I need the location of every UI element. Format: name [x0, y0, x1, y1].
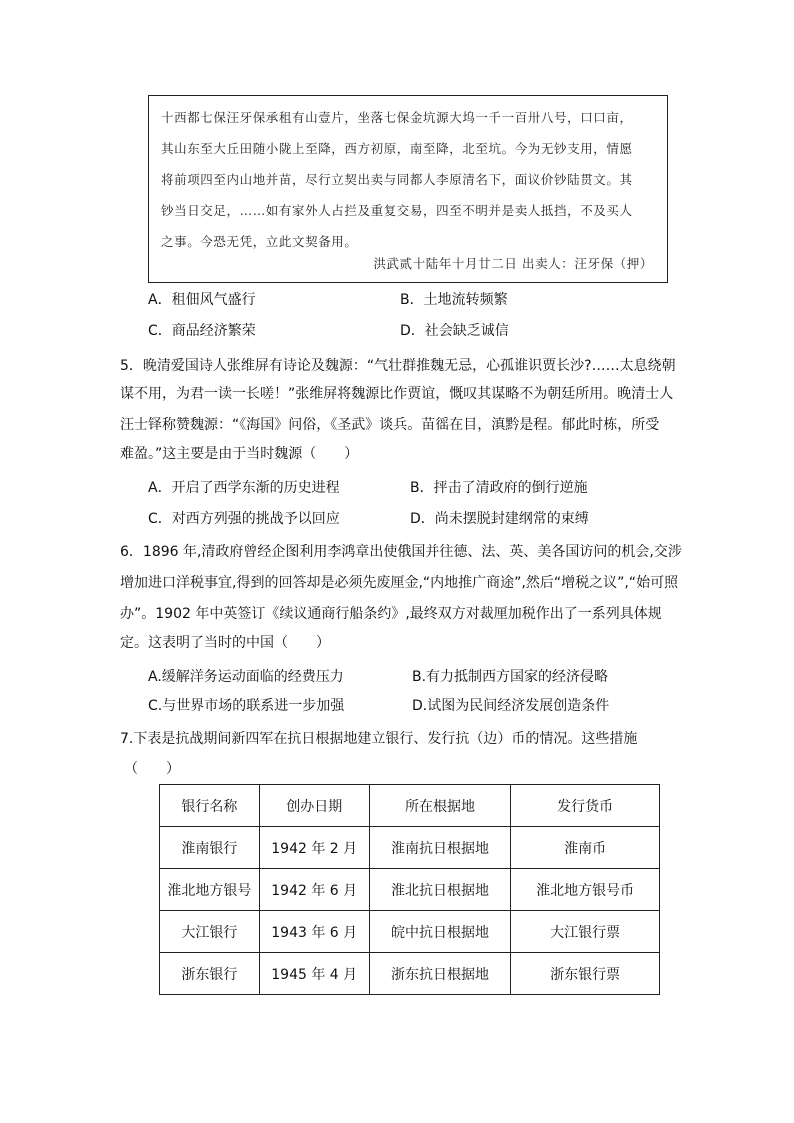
q5-option-b: B．抨击了清政府的倒行逆施: [410, 480, 588, 496]
q7-stem: 7.下表是抗战期间新四军在抗日根据地建立银行、发行抗（边）币的情况。这些措施: [120, 731, 638, 747]
contract-line-4: 钞当日交足，……如有家外人占拦及重复交易，四至不明并是卖人抵挡，不及买人: [161, 203, 633, 218]
table-header-cell: 银行名称: [160, 785, 260, 827]
table-cell: 淮北地方银号币: [511, 869, 660, 911]
table-header-cell: 创办日期: [259, 785, 369, 827]
table-cell: 1942 年 6 月: [259, 869, 369, 911]
q6-option-c: C.与世界市场的联系进一步加强: [148, 698, 345, 714]
q4-option-d: D．社会缺乏诚信: [400, 323, 509, 339]
table-cell: 淮南银行: [160, 827, 260, 869]
table-cell: 1943 年 6 月: [259, 911, 369, 953]
table-cell: 淮北地方银号: [160, 869, 260, 911]
q7-answer-paren: （ ）: [124, 761, 180, 777]
contract-signature: 洪武贰十陆年十月廿二日 出卖人：汪牙保（押）: [373, 256, 653, 271]
table-header-cell: 发行货币: [511, 785, 660, 827]
q6-stem-line-3: 办”。1902 年中英签订《续议通商行船条约》,最终双方对裁厘加税作出了一系列具体规: [120, 606, 662, 622]
table-cell: 淮南币: [511, 827, 660, 869]
contract-line-1: 十西都七保汪牙保承租有山壹片，坐落七保金坑源大坞一千一百卅八号，口口亩，: [161, 110, 633, 125]
source-contract-box: [148, 95, 668, 283]
table-cell: 浙东抗日根据地: [369, 953, 511, 995]
contract-line-2: 其山东至大丘田随小陇上至降，西方初原，南至降，北至坑。今为无钞支用，情愿: [161, 141, 633, 156]
q5-stem-line-3: 汪士铎称赞魏源：“《海国》问俗，《圣武》谈兵。苗徭在目，滇黔是程。郁此时栋，所受: [120, 417, 660, 433]
table-header-row: [160, 785, 660, 827]
q4-option-b: B．土地流转频繁: [400, 292, 508, 308]
contract-line-5: 之事。今恐无凭，立此文契备用。: [161, 234, 358, 249]
q6-stem-line-4: 定。这表明了当时的中国（ ）: [120, 635, 330, 651]
table-cell: 大江银行: [160, 911, 260, 953]
q5-stem-line-4: 难盈。”这主要是由于当时魏源（ ）: [120, 446, 359, 462]
table-row: [160, 953, 660, 995]
q5-stem-line-2: 谋不用，为君一读一长嗟！”张维屏将魏源比作贾谊，慨叹其谋略不为朝廷所用。晚清士人: [120, 386, 674, 402]
q6-option-a: A.缓解洋务运动面临的经费压力: [148, 669, 344, 685]
table-cell: 1945 年 4 月: [259, 953, 369, 995]
q5-option-c: C．对西方列强的挑战予以回应: [148, 511, 340, 527]
table-cell: 淮北抗日根据地: [369, 869, 511, 911]
bank-table: [159, 784, 660, 995]
table-cell: 大江银行票: [511, 911, 660, 953]
q5-option-d: D．尚未摆脱封建纲常的束缚: [410, 511, 589, 527]
q6-option-d: D.试图为民间经济发展创造条件: [412, 698, 610, 714]
q4-option-a: A．租佃风气盛行: [148, 292, 256, 308]
table-cell: 浙东银行: [160, 953, 260, 995]
table-row: [160, 827, 660, 869]
q4-option-c: C．商品经济繁荣: [148, 323, 256, 339]
table-cell: 1942 年 2 月: [259, 827, 369, 869]
table-row: [160, 911, 660, 953]
contract-line-3: 将前项四至内山地并苗，尽行立契出卖与同都人李原清名下，面议价钞陆贯文。其: [161, 172, 633, 187]
table-row: [160, 869, 660, 911]
q6-stem-line-2: 增加进口洋税事宜,得到的回答却是必须先废厘金,“内地推广商途”,然后“增税之议”,“始可照: [120, 575, 679, 591]
q6-stem-line-1: 6．1896 年,清政府曾经企图利用李鸿章出使俄国并往德、法、英、美各国访问的机会,交涉: [120, 544, 682, 560]
table-cell: 淮南抗日根据地: [369, 827, 511, 869]
q6-option-b: B.有力抵制西方国家的经济侵略: [412, 669, 609, 685]
table-header-cell: 所在根据地: [369, 785, 511, 827]
table-cell: 浙东银行票: [511, 953, 660, 995]
q5-stem-line-1: 5．晚清爱国诗人张维屏有诗论及魏源：“气壮群推魏无忌，心孤谁识贾长沙?……太息绕朝: [120, 358, 676, 374]
q5-option-a: A．开启了西学东渐的历史进程: [148, 480, 340, 496]
table-cell: 皖中抗日根据地: [369, 911, 511, 953]
